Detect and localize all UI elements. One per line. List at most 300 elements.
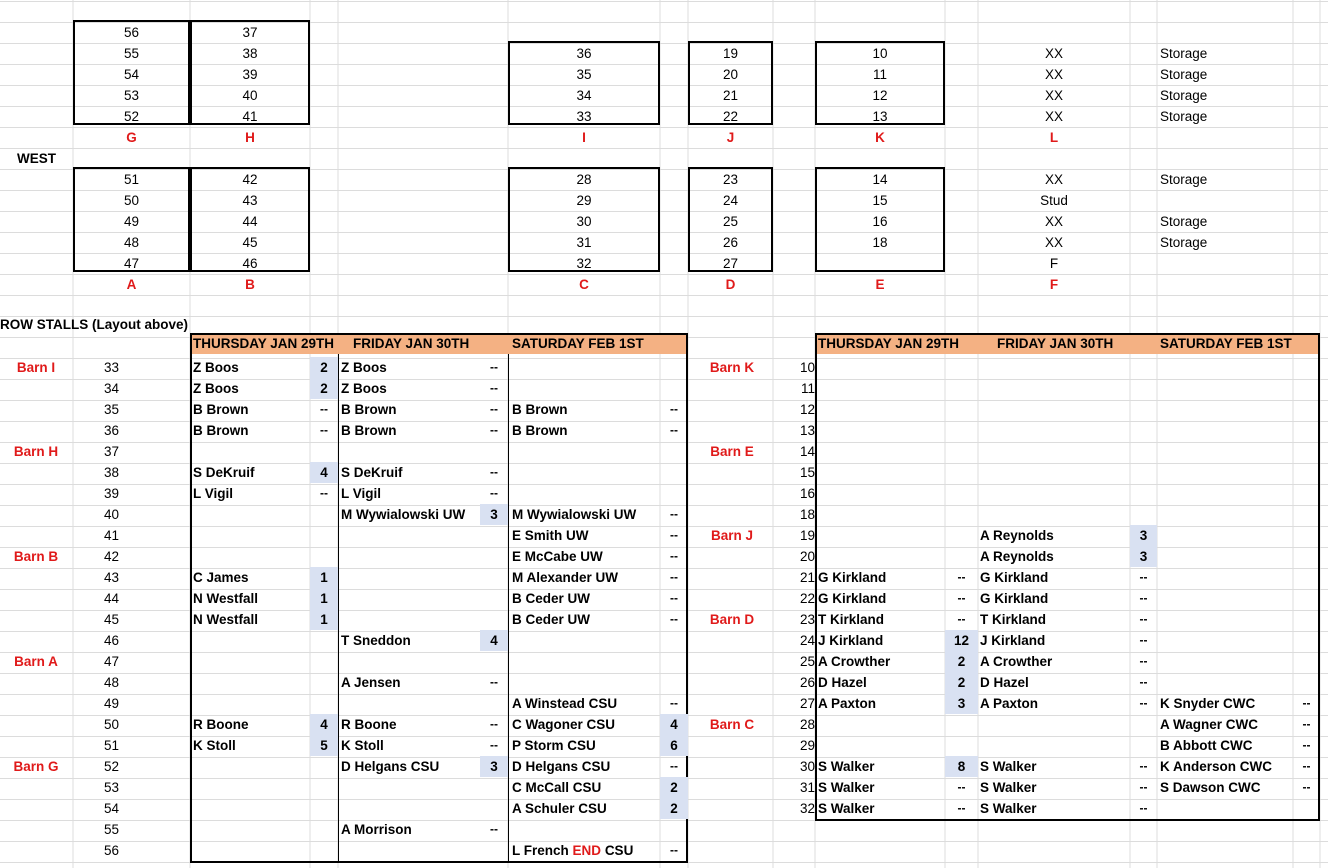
- barn-label: Barn I: [16, 360, 56, 375]
- occupant-name: [193, 588, 258, 609]
- occupant-text: D Helgans CSU: [512, 759, 611, 774]
- count-dash: --: [490, 486, 498, 500]
- occupant-name: [193, 462, 255, 483]
- occupant-name: [341, 714, 397, 735]
- occupant-name: [980, 651, 1052, 672]
- stall-number: 31: [576, 235, 592, 250]
- storage-note: Storage: [1160, 172, 1208, 187]
- occupant-name: [341, 672, 401, 693]
- occupant-text: K Snyder CWC: [1160, 696, 1256, 711]
- count-dash: --: [670, 570, 678, 584]
- stall-number: 13: [872, 109, 888, 124]
- stall-number: 11: [872, 67, 887, 82]
- occupant-name: [341, 378, 387, 399]
- count-dash: --: [670, 402, 678, 416]
- occupant-text: Z Boos: [193, 360, 239, 375]
- stall-number: 19: [722, 46, 739, 61]
- occupant-name: [341, 462, 403, 483]
- count-badge: 2: [660, 777, 688, 798]
- stall-number: 51: [123, 172, 140, 187]
- stall-number: 51: [103, 738, 119, 753]
- group-letter-d: D: [725, 277, 736, 292]
- stall-number: 33: [576, 109, 592, 124]
- occupant-name: [193, 399, 249, 420]
- count-dash: --: [1139, 633, 1148, 647]
- count-badge: 2: [310, 378, 338, 399]
- count-badge: 4: [310, 462, 338, 483]
- occupant-text: S DeKruif: [193, 465, 255, 480]
- stall-number: 52: [103, 759, 119, 774]
- occupant-name: [341, 483, 381, 504]
- occupant-text: Z Boos: [193, 381, 239, 396]
- storage-note: Storage: [1160, 235, 1208, 250]
- stall-number: 40: [103, 507, 119, 522]
- occupant-name: [193, 420, 249, 441]
- occupant-name: [980, 525, 1054, 546]
- count-dash: --: [957, 780, 966, 794]
- occupant-text: D Helgans CSU: [341, 759, 440, 774]
- storage-note: Storage: [1160, 214, 1208, 229]
- group-letter-f: F: [1049, 277, 1059, 292]
- stall-number: 11: [800, 381, 815, 396]
- stall-marker: XX: [1044, 172, 1063, 187]
- header-saturday: SATURDAY FEB 1ST: [512, 336, 644, 351]
- count-dash: --: [670, 507, 678, 521]
- stall-number: 55: [103, 822, 119, 837]
- count-dash: --: [1139, 780, 1148, 794]
- occupant-text: E Smith UW: [512, 528, 589, 543]
- stall-number: 24: [799, 633, 815, 648]
- stall-number: 37: [242, 25, 258, 40]
- stall-number: 20: [799, 549, 815, 564]
- occupant-name: [193, 609, 258, 630]
- occupant-text: A Schuler CSU: [512, 801, 607, 816]
- occupant-name: [818, 693, 876, 714]
- stall-number: 22: [722, 109, 739, 124]
- barn-label: Barn J: [710, 528, 754, 543]
- occupant-name: [980, 609, 1046, 630]
- count-dash: --: [957, 612, 966, 626]
- barn-label: Barn A: [14, 654, 58, 669]
- occupant-name: [512, 714, 615, 735]
- count-badge: 1: [310, 588, 338, 609]
- occupant-text: B Brown: [341, 402, 397, 417]
- occupant-name: [1160, 693, 1255, 714]
- count-dash: --: [320, 402, 328, 416]
- stall-number: 38: [103, 465, 119, 480]
- stall-number: 34: [103, 381, 119, 396]
- stall-number: 56: [123, 25, 140, 40]
- stall-number: 42: [242, 172, 258, 187]
- column-separator: [508, 354, 509, 861]
- count-dash: --: [490, 822, 498, 836]
- stall-marker: Stud: [1040, 193, 1068, 208]
- barn-label: Barn K: [709, 360, 755, 375]
- group-letter-j: J: [726, 130, 735, 145]
- stall-number: 36: [576, 46, 592, 61]
- stall-number: 46: [103, 633, 119, 648]
- group-letter-l: L: [1049, 130, 1059, 145]
- stall-number: 18: [872, 235, 888, 250]
- occupant-name: [193, 714, 249, 735]
- stall-number: 30: [799, 759, 815, 774]
- stall-number: 30: [576, 214, 592, 229]
- stall-number: 29: [576, 193, 592, 208]
- stall-number: 41: [103, 528, 119, 543]
- count-badge: 6: [660, 735, 688, 756]
- stall-number: 53: [103, 780, 119, 795]
- count-dash: --: [1302, 759, 1311, 773]
- stall-number: 19: [799, 528, 815, 543]
- occupant-name: [980, 693, 1038, 714]
- occupant-name: [512, 777, 601, 798]
- occupant-text: A Winstead CSU: [512, 696, 618, 711]
- group-letter-a: A: [126, 277, 137, 292]
- occupant-name: [818, 651, 890, 672]
- barn-label: Barn C: [709, 717, 755, 732]
- header-friday: FRIDAY JAN 30TH: [353, 336, 470, 351]
- count-dash: --: [490, 675, 498, 689]
- stall-number: 56: [103, 843, 119, 858]
- count-dash: --: [490, 360, 498, 374]
- occupant-text: R Boone: [193, 717, 249, 732]
- stall-marker: XX: [1044, 214, 1063, 229]
- stall-number: 50: [123, 193, 140, 208]
- end-marker: END: [572, 843, 602, 858]
- occupant-text: G Kirkland: [818, 591, 887, 606]
- count-badge: 8: [945, 756, 978, 777]
- occupant-name: [512, 798, 607, 819]
- stall-number: 42: [103, 549, 119, 564]
- occupant-text: S DeKruif: [341, 465, 403, 480]
- occupant-text: B Brown: [193, 423, 249, 438]
- count-dash: --: [490, 423, 498, 437]
- stall-number: 10: [872, 46, 888, 61]
- count-dash: --: [1139, 612, 1148, 626]
- occupant-name: [512, 840, 633, 861]
- occupant-name: [341, 399, 397, 420]
- occupant-name: [980, 777, 1037, 798]
- occupant-text: T Kirkland: [980, 612, 1047, 627]
- stall-marker: F: [1049, 256, 1059, 271]
- stall-number: 32: [576, 256, 592, 271]
- occupant-name: [1160, 714, 1258, 735]
- occupant-text: E McCabe UW: [512, 549, 603, 564]
- occupant-text: L Vigil: [193, 486, 234, 501]
- occupant-name: [1160, 777, 1261, 798]
- count-badge: 12: [945, 630, 978, 651]
- occupant-text: D Hazel: [818, 675, 867, 690]
- occupant-name: [193, 483, 233, 504]
- count-dash: --: [1302, 738, 1311, 752]
- count-badge: 2: [945, 672, 978, 693]
- occupant-name: [818, 609, 884, 630]
- occupant-name: [980, 567, 1048, 588]
- occupant-text: M Wywialowski UW: [512, 507, 637, 522]
- stall-number: 25: [722, 214, 739, 229]
- stall-number: 49: [103, 696, 119, 711]
- occupant-text: B Brown: [512, 402, 568, 417]
- occupant-text: P Storm CSU: [512, 738, 596, 753]
- stall-number: 52: [123, 109, 140, 124]
- occupant-text: L French: [512, 843, 569, 858]
- occupant-text: S Walker: [818, 759, 875, 774]
- stall-number: 26: [722, 235, 739, 250]
- west-label: WEST: [17, 151, 56, 166]
- occupant-name: [980, 798, 1037, 819]
- stall-number: 38: [242, 46, 258, 61]
- count-dash: --: [1302, 717, 1311, 731]
- stall-number: 12: [872, 88, 888, 103]
- count-dash: --: [1139, 675, 1148, 689]
- stall-marker: XX: [1044, 109, 1063, 124]
- count-badge: 4: [480, 630, 508, 651]
- count-badge: 1: [310, 609, 338, 630]
- count-dash: --: [1139, 696, 1148, 710]
- count-dash: --: [957, 570, 966, 584]
- stall-number: 28: [576, 172, 592, 187]
- group-letter-b: B: [245, 277, 255, 292]
- stall-number: 33: [103, 360, 119, 375]
- occupant-text: C James: [193, 570, 249, 585]
- count-dash: --: [1139, 570, 1148, 584]
- stall-number: 24: [722, 193, 739, 208]
- occupant-text: R Boone: [341, 717, 397, 732]
- group-letter-h: H: [245, 130, 255, 145]
- occupant-text: T Sneddon: [341, 633, 411, 648]
- stall-number: 15: [799, 465, 815, 480]
- count-dash: --: [670, 612, 678, 626]
- stall-number: 55: [123, 46, 140, 61]
- occupant-name: [818, 630, 883, 651]
- occupant-name: [980, 672, 1029, 693]
- stall-number: 39: [242, 67, 258, 82]
- storage-note: Storage: [1160, 67, 1208, 82]
- occupant-text: N Westfall: [193, 591, 259, 606]
- group-letter-k: K: [875, 130, 885, 145]
- occupant-text: A Reynolds: [980, 528, 1054, 543]
- count-dash: --: [1139, 801, 1148, 815]
- stall-marker: XX: [1044, 46, 1063, 61]
- occupant-name: [193, 378, 239, 399]
- count-dash: --: [957, 801, 966, 815]
- stall-number: 47: [123, 256, 140, 271]
- occupant-name: [341, 504, 465, 525]
- count-dash: --: [490, 717, 498, 731]
- occupant-name: [1160, 756, 1272, 777]
- stall-marker: XX: [1044, 67, 1063, 82]
- occupant-text: G Kirkland: [980, 591, 1049, 606]
- header-friday: FRIDAY JAN 30TH: [997, 336, 1114, 351]
- count-dash: --: [1302, 696, 1311, 710]
- occupant-name: [512, 609, 590, 630]
- stall-number: 39: [103, 486, 119, 501]
- occupant-text: C McCall CSU: [512, 780, 602, 795]
- count-dash: --: [670, 591, 678, 605]
- stall-number: 25: [799, 654, 815, 669]
- occupant-text: Z Boos: [341, 381, 387, 396]
- occupant-text: A Wagner CWC: [1160, 717, 1258, 732]
- occupant-text: S Walker: [818, 801, 875, 816]
- stall-number: 50: [103, 717, 119, 732]
- barn-label: Barn G: [13, 759, 59, 774]
- count-dash: --: [957, 591, 966, 605]
- count-dash: --: [490, 381, 498, 395]
- occupant-text: S Dawson CWC: [1160, 780, 1261, 795]
- count-dash: --: [320, 423, 328, 437]
- stall-number: 45: [242, 235, 258, 250]
- column-separator: [338, 354, 339, 861]
- count-dash: --: [490, 738, 498, 752]
- table-border: [190, 333, 688, 863]
- occupant-name: [980, 630, 1045, 651]
- stall-number: 27: [722, 256, 739, 271]
- count-badge: 2: [945, 651, 978, 672]
- occupant-text: Z Boos: [341, 360, 387, 375]
- occupant-name: [818, 798, 875, 819]
- barn-label: Barn D: [709, 612, 755, 627]
- occupant-text: A Crowther: [818, 654, 891, 669]
- stall-number: 14: [872, 172, 888, 187]
- stall-number: 26: [799, 675, 815, 690]
- barn-label: Barn H: [13, 444, 59, 459]
- count-badge: 2: [660, 798, 688, 819]
- occupant-name: [818, 567, 886, 588]
- count-dash: --: [1139, 759, 1148, 773]
- occupant-text: B Brown: [512, 423, 568, 438]
- stall-number: 54: [103, 801, 119, 816]
- barn-label: Barn B: [13, 549, 59, 564]
- occupant-text: A Morrison: [341, 822, 412, 837]
- occupant-name: [818, 588, 886, 609]
- stall-number: 28: [799, 717, 815, 732]
- stall-number: 35: [576, 67, 592, 82]
- occupant-text: T Kirkland: [818, 612, 885, 627]
- occupant-name: [512, 504, 636, 525]
- stall-number: 29: [799, 738, 815, 753]
- occupant-name: [818, 777, 875, 798]
- stall-number: 49: [123, 214, 140, 229]
- occupant-text: S Walker: [980, 801, 1037, 816]
- occupant-name: [341, 735, 384, 756]
- occupant-text: J Kirkland: [980, 633, 1046, 648]
- stall-marker: XX: [1044, 88, 1063, 103]
- occupant-name: [512, 420, 568, 441]
- stall-number: 32: [799, 801, 815, 816]
- stall-marker: XX: [1044, 235, 1063, 250]
- occupant-text: B Brown: [341, 423, 397, 438]
- stall-number: 46: [242, 256, 258, 271]
- storage-note: Storage: [1160, 46, 1208, 61]
- stall-number: 35: [103, 402, 119, 417]
- stall-number: 41: [242, 109, 258, 124]
- occupant-text: A Jensen: [341, 675, 401, 690]
- occupant-text: M Alexander UW: [512, 570, 619, 585]
- occupant-text: A Reynolds: [980, 549, 1054, 564]
- stall-number: 31: [799, 780, 815, 795]
- count-badge: 3: [945, 693, 978, 714]
- header-thursday: THURSDAY JAN 29TH: [818, 336, 960, 351]
- occupant-text: L Vigil: [341, 486, 382, 501]
- occupant-text: N Westfall: [193, 612, 259, 627]
- stall-number: 21: [722, 88, 739, 103]
- occupant-name: [980, 756, 1037, 777]
- count-dash: --: [670, 528, 678, 542]
- occupant-name: [341, 420, 397, 441]
- count-badge: 3: [1130, 525, 1157, 546]
- occupant-name: [341, 756, 439, 777]
- occupant-text: G Kirkland: [980, 570, 1049, 585]
- occupant-text: K Stoll: [193, 738, 236, 753]
- occupant-text: S Walker: [980, 759, 1037, 774]
- stall-number: 43: [242, 193, 258, 208]
- group-letter-e: E: [875, 277, 885, 292]
- occupant-text: D Hazel: [980, 675, 1029, 690]
- stall-number: 44: [242, 214, 258, 229]
- occupant-text: A Paxton: [818, 696, 877, 711]
- barn-label: Barn E: [710, 444, 754, 459]
- stall-number: 14: [799, 444, 815, 459]
- occupant-name: [341, 630, 411, 651]
- stall-number: 36: [103, 423, 119, 438]
- stall-number: 34: [576, 88, 592, 103]
- occupant-name: [341, 357, 387, 378]
- stall-number: 20: [722, 67, 739, 82]
- stall-number: 10: [799, 360, 815, 375]
- occupant-text: K Stoll: [341, 738, 384, 753]
- occupant-text: K Anderson CWC: [1160, 759, 1272, 774]
- stall-number: 23: [799, 612, 815, 627]
- stall-number: 27: [799, 696, 815, 711]
- stall-number: 43: [103, 570, 119, 585]
- count-badge: 4: [660, 714, 688, 735]
- occupant-name: [341, 819, 412, 840]
- occupant-name: [512, 525, 589, 546]
- stall-number: 23: [722, 172, 739, 187]
- stall-number: 18: [799, 507, 815, 522]
- stall-number: 53: [123, 88, 140, 103]
- occupant-text: M Wywialowski UW: [341, 507, 466, 522]
- group-letter-c: C: [579, 277, 589, 292]
- stall-number: 54: [123, 67, 140, 82]
- row-stalls-label: ROW STALLS (Layout above): [0, 317, 188, 332]
- count-badge: 3: [1130, 546, 1157, 567]
- stall-number: 40: [242, 88, 258, 103]
- occupant-name: [512, 693, 617, 714]
- occupant-name: [818, 672, 867, 693]
- occupant-name: [512, 399, 568, 420]
- occupant-name: [512, 567, 618, 588]
- occupant-name: [818, 756, 875, 777]
- stall-number: 37: [103, 444, 119, 459]
- occupant-text: B Abbott CWC: [1160, 738, 1253, 753]
- occupant-name: [193, 567, 249, 588]
- stall-number: 13: [799, 423, 815, 438]
- count-badge: 5: [310, 735, 338, 756]
- occupant-name: [980, 588, 1048, 609]
- count-dash: --: [670, 549, 678, 563]
- stall-number: [815, 253, 945, 274]
- storage-note: Storage: [1160, 88, 1208, 103]
- stall-number: 16: [872, 214, 888, 229]
- stall-number: 22: [799, 591, 815, 606]
- occupant-name: [512, 735, 596, 756]
- count-dash: --: [1139, 654, 1148, 668]
- group-letter-g: G: [126, 130, 137, 145]
- occupant-text: J Kirkland: [818, 633, 884, 648]
- occupant-name: [193, 735, 236, 756]
- count-dash: --: [320, 486, 328, 500]
